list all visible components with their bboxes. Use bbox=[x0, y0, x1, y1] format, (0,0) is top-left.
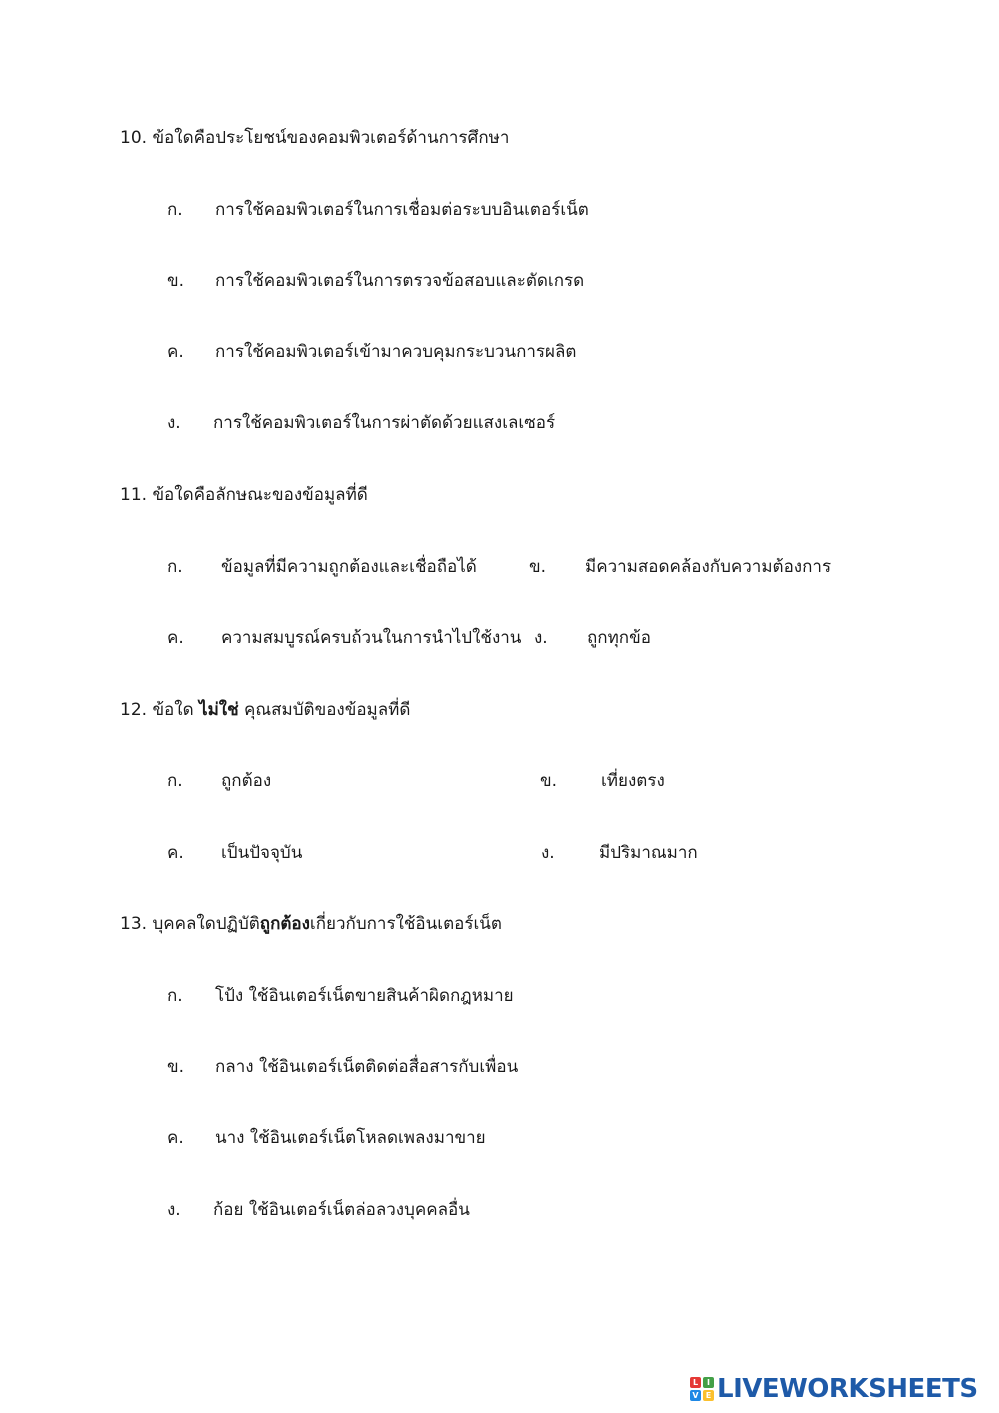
q13-option-c-label: ค. bbox=[167, 1128, 184, 1148]
q13-option-c-text[interactable]: นาง ใช้อินเตอร์เน็ตโหลดเพลงมาขาย bbox=[215, 1128, 486, 1148]
q13-option-d-text[interactable]: ก้อย ใช้อินเตอร์เน็ตล่อลวงบุคคลอื่น bbox=[213, 1200, 470, 1220]
q11-option-b-text[interactable]: มีความสอดคล้องกับความต้องการ bbox=[585, 557, 832, 577]
q12-option-b-text[interactable]: เที่ยงตรง bbox=[601, 771, 665, 791]
q12-title-suffix: คุณสมบัติของข้อมูลที่ดี bbox=[238, 700, 411, 720]
q10-option-b-label: ข. bbox=[167, 271, 185, 291]
q12-option-d-text[interactable]: มีปริมาณมาก bbox=[599, 843, 698, 863]
q13-title-emphasis: ถูกต้อง bbox=[259, 914, 310, 934]
liveworksheets-logo bbox=[690, 1374, 978, 1404]
q11-option-c-text[interactable]: ความสมบูรณ์ครบถ้วนในการนำไปใช้งาน bbox=[221, 628, 522, 648]
q11-option-c-label: ค. bbox=[167, 628, 184, 648]
question-12-title bbox=[120, 698, 410, 722]
q12-option-c-text[interactable]: เป็นปัจจุบัน bbox=[221, 843, 303, 863]
logo-cell-2: I bbox=[703, 1377, 714, 1388]
q11-option-a-text[interactable]: ข้อมูลที่มีความถูกต้องและเชื่อถือได้ bbox=[221, 557, 477, 577]
question-10-title: 10. ข้อใดคือประโยชน์ของคอมพิวเตอร์ด้านการศึกษา bbox=[120, 128, 510, 148]
q13-option-b-text[interactable]: กลาง ใช้อินเตอร์เน็ตติดต่อสื่อสารกับเพื่อน bbox=[215, 1057, 519, 1077]
question-13-title bbox=[120, 912, 502, 936]
logo-cell-1: L bbox=[690, 1377, 701, 1388]
q11-option-b-label: ข. bbox=[529, 557, 547, 577]
q12-option-c-label: ค. bbox=[167, 843, 184, 863]
q13-option-a-label: ก. bbox=[167, 986, 183, 1006]
q11-option-d-label: ง. bbox=[534, 628, 548, 648]
q10-option-d-label: ง. bbox=[167, 413, 181, 433]
logo-cell-3: V bbox=[690, 1390, 701, 1401]
q12-option-a-label: ก. bbox=[167, 771, 183, 791]
q10-option-d-text[interactable]: การใช้คอมพิวเตอร์ในการผ่าตัดด้วยแสงเลเซอร์ bbox=[213, 413, 556, 433]
q13-option-a-text[interactable]: โป้ง ใช้อินเตอร์เน็ตขายสินค้าผิดกฎหมาย bbox=[215, 986, 514, 1006]
logo-cell-4: E bbox=[703, 1390, 714, 1401]
question-11-title: 11. ข้อใดคือลักษณะของข้อมูลที่ดี bbox=[120, 485, 368, 505]
q13-option-d-label: ง. bbox=[167, 1200, 181, 1220]
q12-option-d-label: ง. bbox=[541, 843, 555, 863]
q12-option-b-label: ข. bbox=[540, 771, 558, 791]
q10-option-a-text[interactable]: การใช้คอมพิวเตอร์ในการเชื่อมต่อระบบอินเตอร์เน็ต bbox=[215, 200, 589, 220]
q10-option-a-label: ก. bbox=[167, 200, 183, 220]
q13-option-b-label: ข. bbox=[167, 1057, 185, 1077]
q12-title-emphasis: ไม่ใช่ bbox=[199, 700, 239, 720]
q11-option-d-text[interactable]: ถูกทุกข้อ bbox=[587, 628, 651, 648]
q13-title-suffix: เกี่ยวกับการใช้อินเตอร์เน็ต bbox=[309, 914, 502, 934]
q12-title-prefix: 12. ข้อใด bbox=[120, 700, 200, 720]
q10-option-b-text[interactable]: การใช้คอมพิวเตอร์ในการตรวจข้อสอบและตัดเกรด bbox=[215, 271, 585, 291]
logo-mark-icon bbox=[690, 1377, 714, 1401]
q10-option-c-text[interactable]: การใช้คอมพิวเตอร์เข้ามาควบคุมกระบวนการผลิต bbox=[215, 342, 577, 362]
q12-option-a-text[interactable]: ถูกต้อง bbox=[221, 771, 272, 791]
logo-text: LIVEWORKSHEETS bbox=[717, 1374, 978, 1404]
q13-title-prefix: 13. บุคคลใดปฏิบัติ bbox=[120, 914, 260, 934]
q11-option-a-label: ก. bbox=[167, 557, 183, 577]
q10-option-c-label: ค. bbox=[167, 342, 184, 362]
